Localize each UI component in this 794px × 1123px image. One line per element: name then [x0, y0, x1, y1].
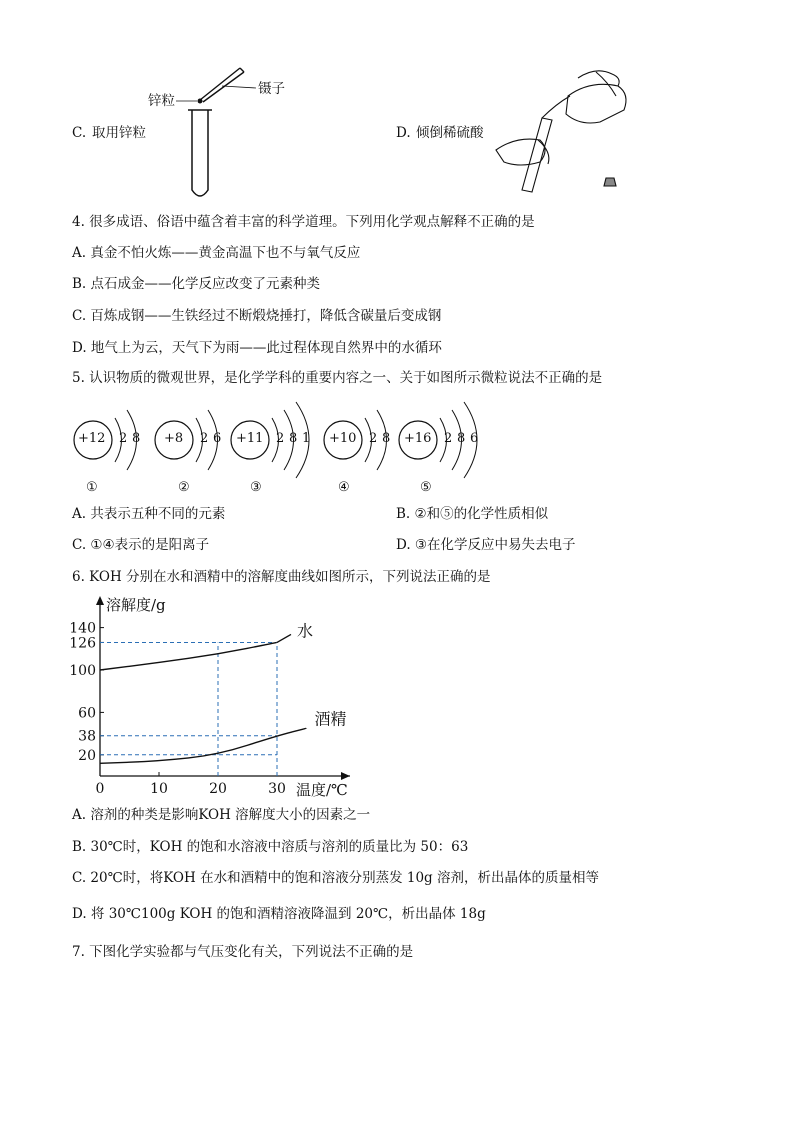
- q6-stem: 6. KOH 分别在水和酒精中的溶解度曲线如图所示，下列说法正确的是: [72, 569, 491, 585]
- q4-option-c: C. 百炼成钢——生铁经过不断煅烧捶打，降低含碳量后变成钢: [72, 308, 442, 324]
- particle-1-shell-1: 2: [119, 431, 128, 446]
- particle-4-index: ④: [338, 480, 350, 495]
- particle-2-shell-1: 2: [200, 431, 209, 446]
- y-tick-label-38: 38: [78, 728, 96, 745]
- q4-option-b: B. 点石成金——化学反应改变了元素种类: [72, 276, 321, 292]
- option-d-text: 倾倒稀硫酸: [416, 125, 484, 141]
- particle-3-index: ③: [250, 480, 262, 495]
- y-axis-arrow: [96, 596, 104, 605]
- particle-3-shell-1: 2: [276, 431, 285, 446]
- q6-option-b: B. 30℃时，KOH 的饱和水溶液中溶质与溶剂的质量比为 50：63: [72, 839, 469, 855]
- particle-1-index: ①: [86, 480, 98, 495]
- particle-3-shell-3: 1: [302, 431, 311, 446]
- q5-option-c: C. ①④表示的是阳离子: [72, 537, 210, 553]
- particle-4-shell-1: 2: [369, 431, 378, 446]
- particle-5-index: ⑤: [420, 480, 432, 495]
- x-axis-arrow: [341, 772, 350, 780]
- particle-5-shell-1: 2: [444, 431, 453, 446]
- q6-option-a: A. 溶剂的种类是影响KOH 溶解度大小的因素之一: [72, 807, 371, 823]
- option-d-letter: D.: [396, 125, 411, 141]
- y-tick-label-100: 100: [69, 663, 96, 679]
- option-c-text: 取用锌粒: [92, 125, 146, 141]
- series-label-alcohol: 酒精: [314, 709, 347, 729]
- y-tick-label-20: 20: [78, 747, 96, 764]
- x-tick-label-0: 0: [95, 781, 105, 797]
- y-tick-label-140: 140: [69, 620, 96, 637]
- q5-option-d: D. ③在化学反应中易失去电子: [396, 537, 576, 553]
- q4-option-d: D. 地气上为云，天气下为雨——此过程体现自然界中的水循环: [72, 340, 442, 356]
- x-tick-label-10: 10: [150, 781, 168, 797]
- series-line-1: [100, 728, 307, 763]
- particle-3-nucleus: +11: [236, 431, 264, 446]
- option-c-letter: C.: [72, 125, 87, 141]
- particle-5-shell-3: 6: [470, 431, 479, 446]
- series-line-0: [100, 642, 277, 670]
- q6-option-c: C. 20℃时，将KOH 在水和酒精中的饱和溶液分别蒸发 10g 溶剂，析出晶体的质量相等: [72, 870, 599, 886]
- particle-4-shell-2: 8: [382, 431, 391, 446]
- q4-stem: 4. 很多成语、俗语中蕴含着丰富的科学道理。下列用化学观点解释不正确的是: [72, 214, 535, 230]
- series-label-water: 水: [297, 621, 314, 641]
- q6-option-d: D. 将 30℃100g KOH 的饱和酒精溶液降温到 20℃，析出晶体 18g: [72, 906, 486, 922]
- series-line-0-ext: [277, 634, 291, 642]
- x-tick-label-30: 30: [268, 781, 286, 797]
- particle-3-shell-2: 8: [289, 431, 298, 446]
- tweezers-label: 镊子: [258, 81, 285, 97]
- x-axis-label: 温度/℃: [296, 781, 348, 799]
- particle-5-shell-2: 8: [457, 431, 466, 446]
- particle-4-nucleus: +10: [329, 431, 357, 446]
- particle-2-nucleus: +8: [164, 431, 184, 446]
- particle-5-nucleus: +16: [404, 431, 432, 446]
- particle-1-nucleus: +12: [78, 431, 106, 446]
- q5-stem: 5. 认识物质的微观世界，是化学学科的重要内容之一、关于如图所示微粒说法不正确的是: [72, 370, 603, 386]
- q5-option-b: B. ②和⑤的化学性质相似: [396, 506, 549, 522]
- y-axis-label: 溶解度/g: [106, 596, 166, 614]
- q5-option-a: A. 共表示五种不同的元素: [72, 506, 226, 522]
- y-tick-label-60: 60: [78, 705, 96, 722]
- x-tick-label-20: 20: [209, 781, 227, 797]
- particle-2-index: ②: [178, 480, 190, 495]
- q4-option-a: A. 真金不怕火炼——黄金高温下也不与氧气反应: [72, 245, 361, 261]
- y-tick-label-126: 126: [69, 635, 96, 652]
- particle-2-shell-2: 6: [213, 431, 222, 446]
- particle-1-shell-2: 8: [132, 431, 141, 446]
- zinc-label: 锌粒: [148, 93, 175, 109]
- q7-stem: 7. 下图化学实验都与气压变化有关，下列说法不正确的是: [72, 944, 414, 960]
